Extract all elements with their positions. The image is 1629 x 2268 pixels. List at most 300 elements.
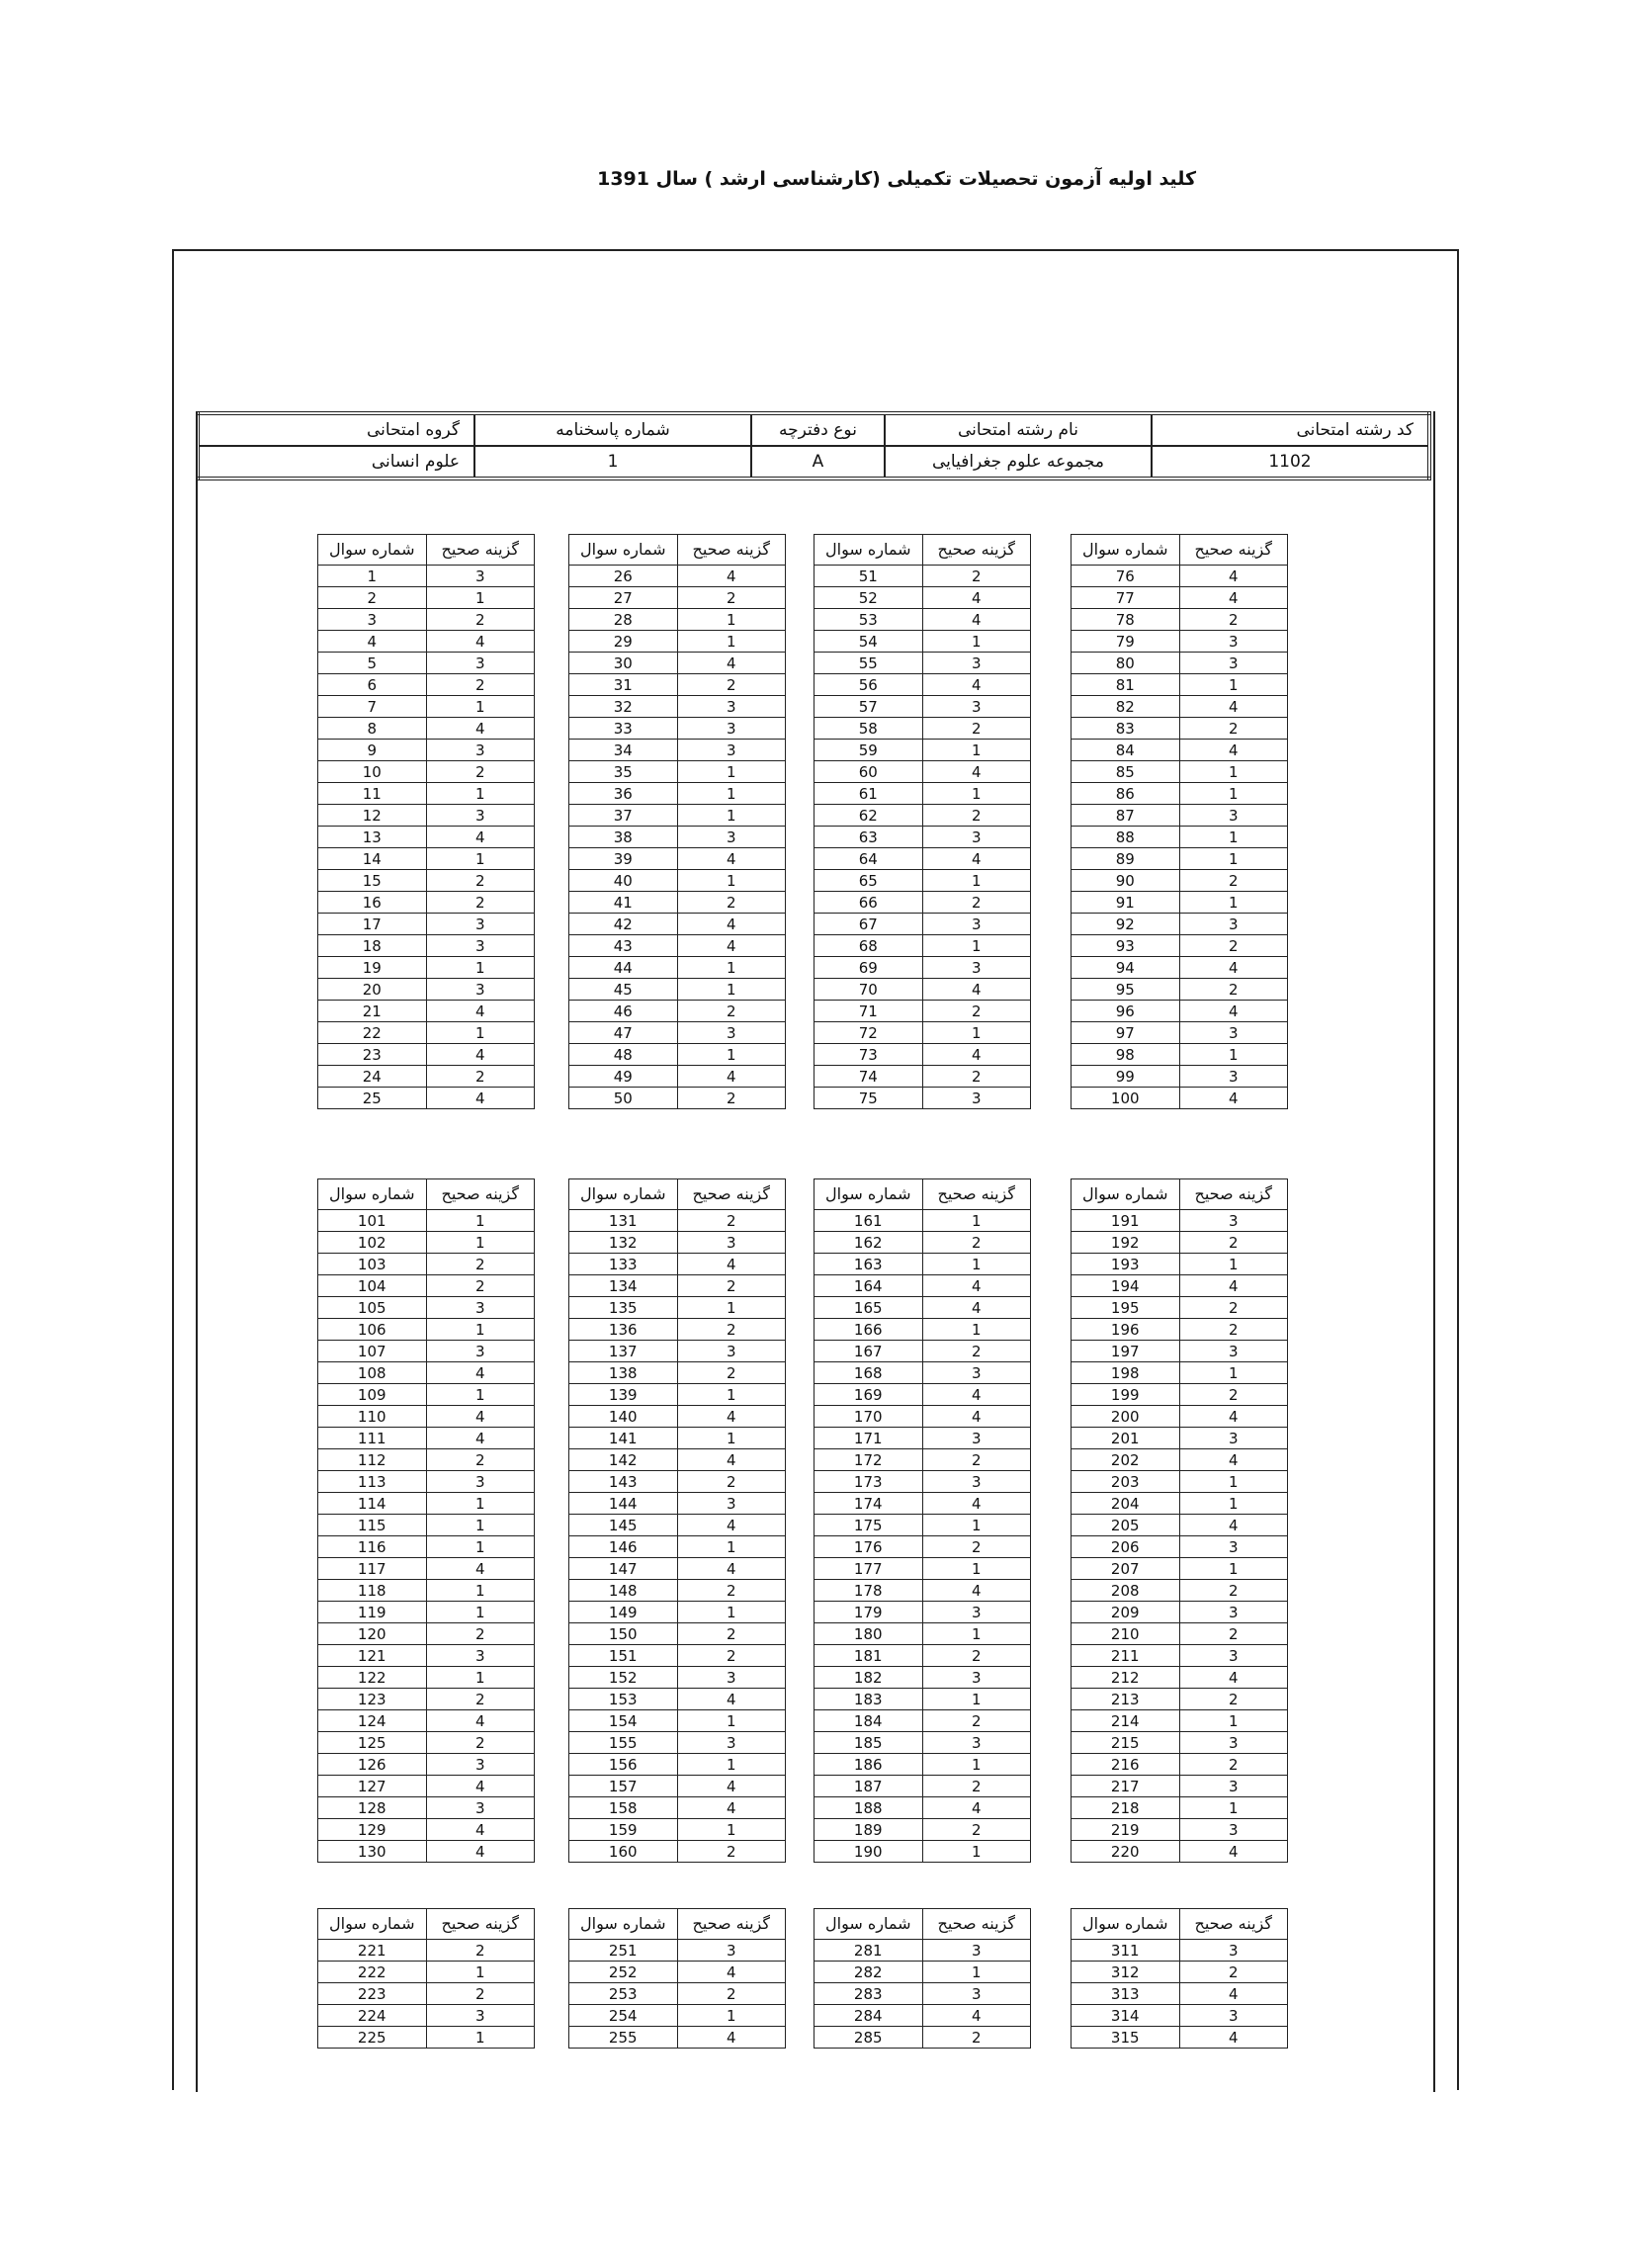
table-row	[1072, 1341, 1288, 1362]
question-number: 12	[318, 805, 427, 827]
question-number: 79	[1072, 631, 1180, 653]
correct-answer: 1	[426, 1580, 535, 1602]
correct-answer: 2	[677, 587, 786, 609]
question-number: 184	[814, 1710, 923, 1732]
correct-answer: 1	[922, 1558, 1031, 1580]
correct-answer: 4	[426, 631, 535, 653]
correct-answer: 2	[1179, 1962, 1288, 1983]
correct-answer: 1	[922, 783, 1031, 805]
question-number: 51	[814, 566, 923, 587]
table-row	[318, 805, 535, 827]
correct-answer: 1	[677, 979, 786, 1001]
question-number: 282	[814, 1962, 923, 1983]
table-row	[1072, 1623, 1288, 1645]
question-number: 42	[569, 914, 678, 935]
table-row	[318, 1001, 535, 1022]
question-number: 283	[814, 1983, 923, 2005]
correct-answer: 4	[677, 2027, 786, 2049]
table-row	[1072, 761, 1288, 783]
correct-answer: 3	[922, 1602, 1031, 1623]
table-row	[318, 1493, 535, 1515]
correct-answer: 1	[677, 783, 786, 805]
correct-answer: 1	[1179, 892, 1288, 914]
correct-answer: 1	[426, 1515, 535, 1536]
question-number: 46	[569, 1001, 678, 1022]
table-row	[1072, 566, 1288, 587]
table-row	[814, 653, 1031, 674]
correct-answer: 1	[1179, 1558, 1288, 1580]
table-row	[569, 1088, 786, 1109]
key-header-row	[318, 1179, 535, 1210]
table-row	[569, 696, 786, 718]
table-row	[814, 1362, 1031, 1384]
question-number: 140	[569, 1406, 678, 1428]
question-number: 13	[318, 827, 427, 848]
question-number: 53	[814, 609, 923, 631]
question-number: 210	[1072, 1623, 1180, 1645]
correct-answer: 4	[426, 1362, 535, 1384]
question-number: 125	[318, 1732, 427, 1754]
question-number: 37	[569, 805, 678, 827]
info-header-answer-sheet: شماره پاسخنامه	[474, 413, 751, 446]
table-row	[814, 674, 1031, 696]
correct-answer: 2	[922, 2027, 1031, 2049]
question-number: 255	[569, 2027, 678, 2049]
table-row	[814, 1732, 1031, 1754]
correct-answer: 4	[922, 674, 1031, 696]
question-number: 65	[814, 870, 923, 892]
question-number-header: شماره سوال	[318, 535, 427, 566]
correct-answer: 2	[426, 1449, 535, 1471]
correct-answer: 1	[677, 1819, 786, 1841]
question-number: 88	[1072, 827, 1180, 848]
correct-answer: 4	[677, 1797, 786, 1819]
table-row	[318, 957, 535, 979]
table-row	[318, 1384, 535, 1406]
question-number: 121	[318, 1645, 427, 1667]
correct-answer: 3	[677, 718, 786, 740]
key-header-row	[814, 1909, 1031, 1940]
correct-answer: 1	[1179, 674, 1288, 696]
table-row	[569, 1667, 786, 1689]
table-row	[569, 1471, 786, 1493]
question-number: 211	[1072, 1645, 1180, 1667]
correct-answer: 2	[922, 805, 1031, 827]
table-row	[1072, 979, 1288, 1001]
table-row	[1072, 2005, 1288, 2027]
question-number: 5	[318, 653, 427, 674]
correct-answer: 1	[677, 1384, 786, 1406]
correct-answer: 2	[426, 1066, 535, 1088]
question-number: 70	[814, 979, 923, 1001]
question-number: 45	[569, 979, 678, 1001]
correct-answer: 1	[922, 935, 1031, 957]
correct-answer: 2	[922, 718, 1031, 740]
key-header-row	[814, 535, 1031, 566]
question-number: 96	[1072, 1001, 1180, 1022]
table-row	[1072, 1732, 1288, 1754]
question-number: 314	[1072, 2005, 1180, 2027]
question-number: 54	[814, 631, 923, 653]
correct-answer: 1	[677, 1428, 786, 1449]
correct-answer: 2	[922, 1819, 1031, 1841]
table-row	[1072, 1962, 1288, 1983]
correct-answer: 4	[922, 1044, 1031, 1066]
table-row	[318, 914, 535, 935]
question-number: 87	[1072, 805, 1180, 827]
table-row	[318, 1841, 535, 1863]
correct-answer: 3	[922, 1732, 1031, 1754]
table-row	[569, 1362, 786, 1384]
correct-answer: 4	[677, 1254, 786, 1275]
table-row	[318, 1754, 535, 1776]
answer-key-table	[317, 1178, 535, 1863]
correct-answer-header: گزینه صحیح	[677, 535, 786, 566]
correct-answer: 4	[1179, 1088, 1288, 1109]
question-number: 69	[814, 957, 923, 979]
table-row	[318, 2005, 535, 2027]
correct-answer: 2	[426, 1983, 535, 2005]
correct-answer: 4	[922, 761, 1031, 783]
correct-answer: 1	[1179, 1471, 1288, 1493]
question-number: 123	[318, 1689, 427, 1710]
correct-answer: 4	[426, 1776, 535, 1797]
correct-answer: 4	[922, 587, 1031, 609]
correct-answer: 1	[922, 1962, 1031, 1983]
correct-answer: 3	[426, 979, 535, 1001]
question-number: 90	[1072, 870, 1180, 892]
correct-answer: 4	[1179, 1449, 1288, 1471]
key-header-row	[318, 535, 535, 566]
table-row	[814, 783, 1031, 805]
correct-answer: 1	[677, 1044, 786, 1066]
question-number: 35	[569, 761, 678, 783]
question-number: 52	[814, 587, 923, 609]
question-number: 149	[569, 1602, 678, 1623]
table-row	[569, 718, 786, 740]
info-exam-group: علوم انسانی	[198, 446, 474, 479]
question-number: 213	[1072, 1689, 1180, 1710]
table-row	[1072, 1710, 1288, 1732]
info-booklet-type: A	[751, 446, 885, 479]
question-number: 191	[1072, 1210, 1180, 1232]
correct-answer: 1	[1179, 1254, 1288, 1275]
question-number-header: شماره سوال	[1072, 1179, 1180, 1210]
correct-answer: 2	[677, 1645, 786, 1667]
table-row	[814, 892, 1031, 914]
correct-answer: 2	[1179, 1689, 1288, 1710]
key-header-row	[318, 1909, 535, 1940]
correct-answer: 1	[677, 2005, 786, 2027]
correct-answer-header: گزینه صحیح	[922, 1909, 1031, 1940]
correct-answer: 3	[426, 740, 535, 761]
correct-answer: 1	[677, 870, 786, 892]
info-field-name: مجموعه علوم جغرافیایی	[885, 446, 1152, 479]
table-row	[814, 631, 1031, 653]
question-number: 179	[814, 1602, 923, 1623]
table-row	[318, 1088, 535, 1109]
table-row	[814, 1515, 1031, 1536]
correct-answer: 1	[426, 957, 535, 979]
question-number-header: شماره سوال	[569, 1909, 678, 1940]
correct-answer: 3	[677, 1940, 786, 1962]
table-row	[1072, 674, 1288, 696]
table-row	[814, 1754, 1031, 1776]
question-number: 99	[1072, 1066, 1180, 1088]
table-row	[569, 1254, 786, 1275]
table-row	[1072, 935, 1288, 957]
correct-answer: 4	[922, 609, 1031, 631]
question-number: 93	[1072, 935, 1180, 957]
question-number: 315	[1072, 2027, 1180, 2049]
correct-answer: 4	[426, 827, 535, 848]
table-row	[814, 870, 1031, 892]
correct-answer: 4	[677, 1066, 786, 1088]
question-number: 49	[569, 1066, 678, 1088]
correct-answer: 3	[922, 653, 1031, 674]
question-number: 128	[318, 1797, 427, 1819]
table-row	[569, 1732, 786, 1754]
table-row	[569, 1022, 786, 1044]
table-row	[814, 827, 1031, 848]
table-row	[569, 1962, 786, 1983]
correct-answer: 3	[677, 1493, 786, 1515]
question-number: 38	[569, 827, 678, 848]
table-row	[569, 848, 786, 870]
table-row	[814, 957, 1031, 979]
question-number: 86	[1072, 783, 1180, 805]
question-number: 56	[814, 674, 923, 696]
key-header-row	[569, 1179, 786, 1210]
correct-answer: 3	[426, 1471, 535, 1493]
table-row	[318, 935, 535, 957]
correct-answer: 2	[1179, 935, 1288, 957]
question-number: 159	[569, 1819, 678, 1841]
question-number: 153	[569, 1689, 678, 1710]
table-row	[1072, 1210, 1288, 1232]
table-row	[318, 1776, 535, 1797]
correct-answer: 2	[1179, 1232, 1288, 1254]
correct-answer: 1	[1179, 1044, 1288, 1066]
question-number: 40	[569, 870, 678, 892]
question-number: 209	[1072, 1602, 1180, 1623]
table-row	[814, 1819, 1031, 1841]
correct-answer: 3	[922, 914, 1031, 935]
question-number: 219	[1072, 1819, 1180, 1841]
table-row	[1072, 957, 1288, 979]
question-number: 195	[1072, 1297, 1180, 1319]
question-number: 2	[318, 587, 427, 609]
question-number: 106	[318, 1319, 427, 1341]
question-number: 43	[569, 935, 678, 957]
question-number: 41	[569, 892, 678, 914]
correct-answer: 1	[922, 1754, 1031, 1776]
question-number: 285	[814, 2027, 923, 2049]
correct-answer: 3	[922, 827, 1031, 848]
correct-answer: 2	[1179, 870, 1288, 892]
table-row	[814, 1406, 1031, 1428]
table-row	[1072, 870, 1288, 892]
correct-answer: 3	[1179, 914, 1288, 935]
correct-answer: 2	[677, 1362, 786, 1384]
correct-answer: 1	[426, 1602, 535, 1623]
question-number: 47	[569, 1022, 678, 1044]
table-row	[318, 1341, 535, 1362]
question-number: 194	[1072, 1275, 1180, 1297]
table-row	[1072, 1819, 1288, 1841]
key-header-row	[1072, 1179, 1288, 1210]
question-number: 27	[569, 587, 678, 609]
question-number: 181	[814, 1645, 923, 1667]
correct-answer: 2	[677, 1275, 786, 1297]
correct-answer: 1	[1179, 827, 1288, 848]
question-number: 111	[318, 1428, 427, 1449]
table-row	[318, 587, 535, 609]
question-number: 186	[814, 1754, 923, 1776]
table-row	[318, 1297, 535, 1319]
correct-answer: 1	[1179, 848, 1288, 870]
question-number: 145	[569, 1515, 678, 1536]
table-row	[318, 1536, 535, 1558]
table-row	[569, 1275, 786, 1297]
table-row	[569, 1297, 786, 1319]
table-row	[814, 740, 1031, 761]
table-row	[569, 2027, 786, 2049]
table-row	[814, 848, 1031, 870]
question-number: 116	[318, 1536, 427, 1558]
correct-answer: 4	[1179, 1001, 1288, 1022]
table-row	[1072, 1066, 1288, 1088]
table-row	[569, 1341, 786, 1362]
table-row	[318, 1962, 535, 1983]
answer-key-table	[1071, 1908, 1288, 2049]
question-number: 61	[814, 783, 923, 805]
question-number: 215	[1072, 1732, 1180, 1754]
correct-answer: 3	[426, 2005, 535, 2027]
question-number: 63	[814, 827, 923, 848]
table-row	[318, 1275, 535, 1297]
correct-answer: 1	[922, 1022, 1031, 1044]
correct-answer: 2	[922, 1001, 1031, 1022]
question-number: 131	[569, 1210, 678, 1232]
question-number: 77	[1072, 587, 1180, 609]
question-number: 142	[569, 1449, 678, 1471]
question-number: 143	[569, 1471, 678, 1493]
correct-answer: 1	[426, 1384, 535, 1406]
key-header-row	[569, 1909, 786, 1940]
table-row	[1072, 1558, 1288, 1580]
table-row	[569, 740, 786, 761]
correct-answer: 3	[426, 1645, 535, 1667]
table-row	[814, 1580, 1031, 1602]
table-row	[569, 653, 786, 674]
question-number: 97	[1072, 1022, 1180, 1044]
question-number: 197	[1072, 1341, 1180, 1362]
table-row	[318, 1940, 535, 1962]
question-number: 104	[318, 1275, 427, 1297]
correct-answer-header: گزینه صحیح	[1179, 535, 1288, 566]
table-row	[814, 761, 1031, 783]
question-number: 170	[814, 1406, 923, 1428]
correct-answer: 3	[922, 1983, 1031, 2005]
table-row	[1072, 848, 1288, 870]
correct-answer: 1	[677, 805, 786, 827]
question-number: 284	[814, 2005, 923, 2027]
question-number: 198	[1072, 1362, 1180, 1384]
table-row	[569, 957, 786, 979]
correct-answer: 3	[922, 1471, 1031, 1493]
table-row	[814, 1536, 1031, 1558]
correct-answer-header: گزینه صحیح	[677, 1909, 786, 1940]
question-number: 80	[1072, 653, 1180, 674]
question-number: 105	[318, 1297, 427, 1319]
table-row	[1072, 1754, 1288, 1776]
table-row	[569, 1001, 786, 1022]
table-row	[814, 1066, 1031, 1088]
correct-answer: 2	[426, 1940, 535, 1962]
question-number: 205	[1072, 1515, 1180, 1536]
answer-key-table	[814, 534, 1031, 1109]
question-number: 218	[1072, 1797, 1180, 1819]
question-number: 174	[814, 1493, 923, 1515]
question-number: 311	[1072, 1940, 1180, 1962]
question-number: 202	[1072, 1449, 1180, 1471]
correct-answer: 3	[1179, 1341, 1288, 1362]
table-row	[814, 1493, 1031, 1515]
table-row	[814, 1022, 1031, 1044]
question-number: 135	[569, 1297, 678, 1319]
table-row	[569, 609, 786, 631]
correct-answer: 2	[922, 892, 1031, 914]
correct-answer: 3	[1179, 1428, 1288, 1449]
table-row	[814, 1341, 1031, 1362]
question-number: 252	[569, 1962, 678, 1983]
answer-key-table	[568, 1178, 786, 1863]
question-number: 204	[1072, 1493, 1180, 1515]
table-row	[318, 1232, 535, 1254]
correct-answer: 4	[1179, 957, 1288, 979]
table-row	[569, 783, 786, 805]
question-number: 163	[814, 1254, 923, 1275]
question-number: 91	[1072, 892, 1180, 914]
question-number: 196	[1072, 1319, 1180, 1341]
question-number: 1	[318, 566, 427, 587]
answer-key-table	[1071, 534, 1288, 1109]
table-row	[814, 1001, 1031, 1022]
question-number: 144	[569, 1493, 678, 1515]
table-row	[569, 1754, 786, 1776]
correct-answer: 1	[677, 1536, 786, 1558]
correct-answer-header: گزینه صحیح	[922, 535, 1031, 566]
correct-answer: 4	[922, 1297, 1031, 1319]
question-number: 76	[1072, 566, 1180, 587]
question-number: 281	[814, 1940, 923, 1962]
table-row	[318, 609, 535, 631]
table-row	[318, 783, 535, 805]
table-row	[814, 805, 1031, 827]
table-row	[318, 1022, 535, 1044]
answer-key-table	[1071, 1178, 1288, 1863]
table-row	[318, 848, 535, 870]
correct-answer: 2	[426, 1732, 535, 1754]
question-number: 110	[318, 1406, 427, 1428]
correct-answer: 3	[677, 1232, 786, 1254]
question-number: 74	[814, 1066, 923, 1088]
question-number: 220	[1072, 1841, 1180, 1863]
correct-answer: 4	[677, 1406, 786, 1428]
correct-answer: 1	[677, 1754, 786, 1776]
table-row	[814, 1983, 1031, 2005]
